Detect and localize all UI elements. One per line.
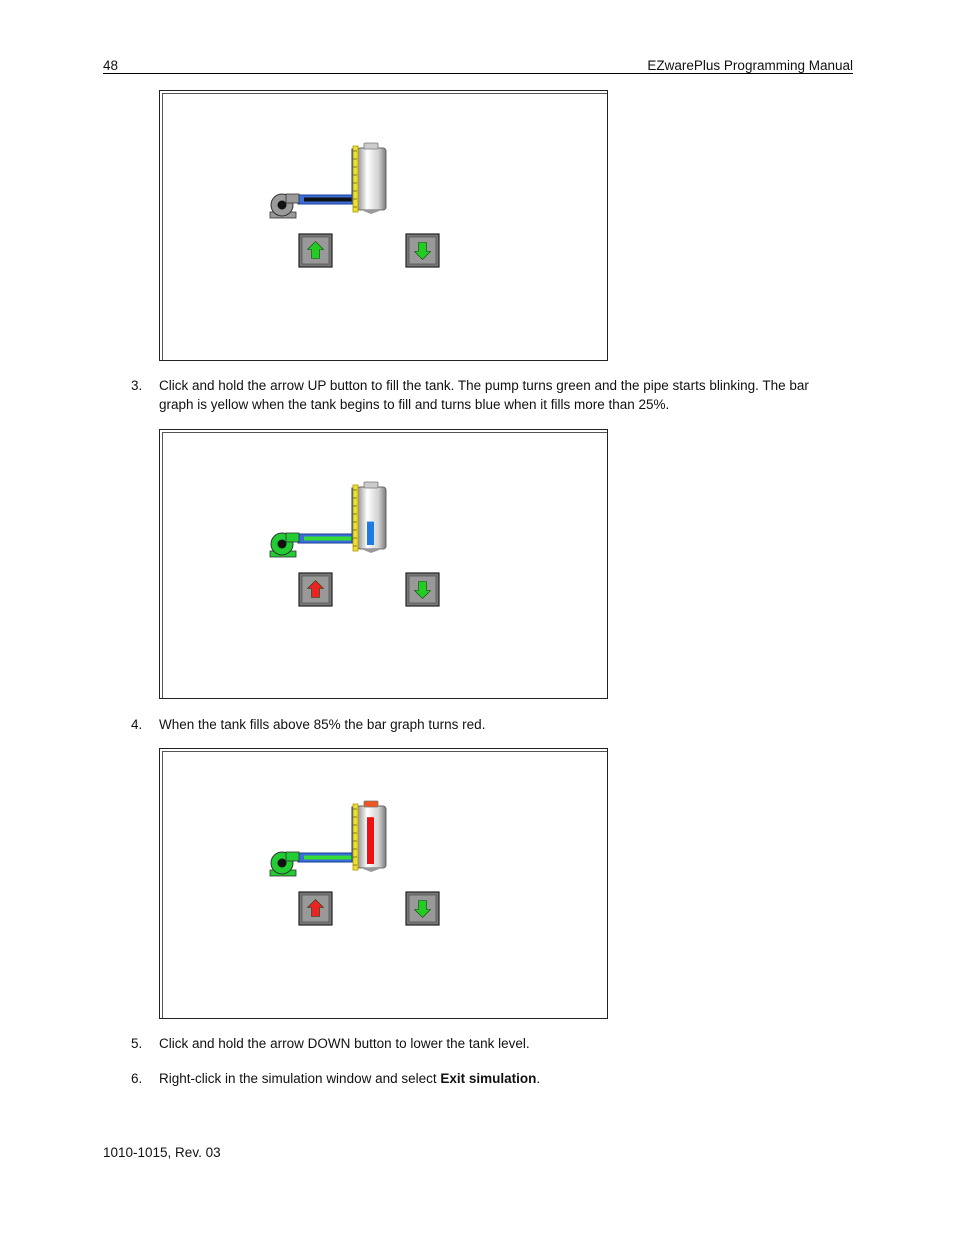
step-number: 6. (131, 1071, 143, 1086)
step-text: Click and hold the arrow UP button to fill the tank. The pump turns green and the pipe starts blinking. The bar graph is yellow when the tank begins to fill and turns blue when it fills more than 25%. (159, 378, 809, 412)
step-number: 4. (131, 717, 143, 732)
tank-bottom (361, 210, 382, 214)
tank (353, 143, 386, 214)
tank-scale (353, 146, 358, 212)
tank-scale (353, 804, 358, 870)
tank-scene-2 (160, 430, 609, 700)
pipe-fill (304, 537, 352, 541)
pump (270, 533, 299, 557)
tank-scene-1 (160, 91, 609, 361)
pipe (298, 807, 358, 862)
tank-cap (364, 482, 378, 488)
arrow-down-button[interactable] (406, 573, 439, 606)
arrow-up-button[interactable] (299, 573, 332, 606)
header-page-number: 48 (103, 58, 119, 73)
pump (270, 194, 299, 218)
pump-hub (278, 201, 287, 210)
step-number: 5. (131, 1036, 143, 1051)
arrow-down-button[interactable] (406, 892, 439, 925)
exit-simulation-label: Exit simulation (440, 1071, 537, 1086)
simulation-screen-2 (159, 429, 608, 699)
tank-bar-graph (367, 817, 374, 864)
simulation-screen-3 (159, 748, 608, 1019)
tank-bottom (361, 868, 382, 872)
step-number: 3. (131, 378, 143, 393)
step-text: Right-click in the simulation window and select Exit simulation. (159, 1071, 541, 1086)
pipe (298, 149, 358, 204)
step-text: When the tank fills above 85% the bar graph turns red. (159, 717, 486, 732)
tank-cap (364, 143, 378, 149)
tank (353, 482, 386, 553)
pump-hub (278, 859, 287, 868)
tank-bottom (361, 549, 382, 553)
pump-outlet (286, 533, 299, 542)
header-manual-title: EZwarePlus Programming Manual (647, 58, 853, 73)
header-rule (103, 73, 853, 74)
step-text: Click and hold the arrow DOWN button to lower the tank level. (159, 1036, 530, 1051)
pump-hub (278, 540, 287, 549)
tank-cap (364, 801, 378, 807)
tank-bar-graph (367, 522, 374, 545)
pipe-fill (304, 856, 352, 860)
arrow-up-button[interactable] (299, 892, 332, 925)
simulation-screen-1 (159, 90, 608, 361)
pipe-fill (304, 198, 352, 202)
arrow-up-button[interactable] (299, 234, 332, 267)
arrow-down-button[interactable] (406, 234, 439, 267)
tank-body (357, 148, 386, 210)
footer-doc-id: 1010-1015, Rev. 03 (103, 1145, 221, 1160)
pump-outlet (286, 852, 299, 861)
pump (270, 852, 299, 876)
tank (353, 801, 386, 872)
pump-outlet (286, 194, 299, 203)
tank-scale (353, 485, 358, 551)
tank-scene-3 (160, 749, 609, 1019)
pipe (298, 488, 358, 543)
